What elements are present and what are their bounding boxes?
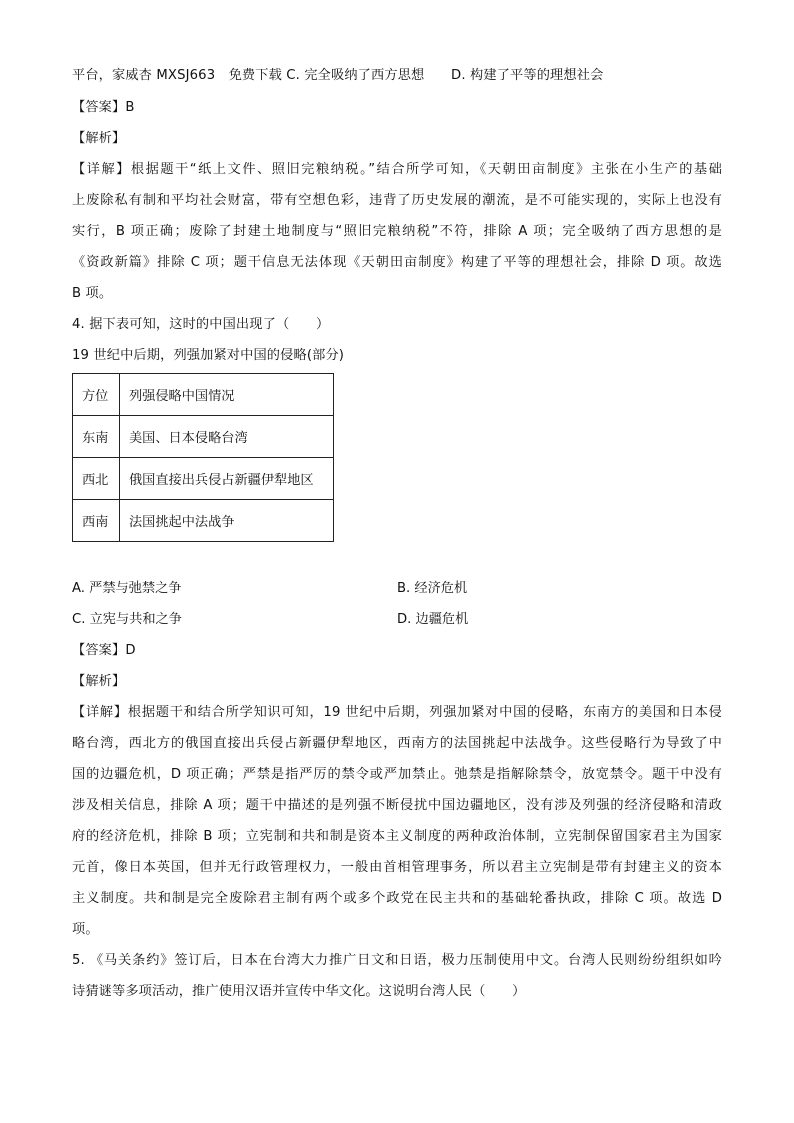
table-cell: 东南 <box>73 416 120 458</box>
q4-answer: 【答案】D <box>72 643 136 658</box>
q4-table-title: 19 世纪中后期，列强加紧对中国的侵略(部分) <box>72 348 345 363</box>
q3-detail-line: 实行，B 项正确；废除了封建土地制度与“照旧完粮纳税”不符，排除 A 项；完全吸纳了西方思想的是 <box>72 224 722 239</box>
q3-answer: 【答案】B <box>72 100 135 115</box>
q3-detail-line: 《资政新篇》排除 C 项；题干信息无法体现《天朝田亩制度》构建了平等的理想社会，排除 D 项。故选 <box>72 255 722 270</box>
table-row <box>73 500 334 542</box>
q4-option-a: A. 严禁与弛禁之争 <box>72 581 182 596</box>
q3-options-line: 平台，家威杏 MXSJ663 免费下载 C. 完全吸纳了西方思想 D. 构建了平等的理想社会 <box>72 68 604 83</box>
q4-table <box>72 373 334 542</box>
q5-stem-line: 5. 《马关条约》签订后，日本在台湾大力推广日文和日语，极力压制使用中文。台湾人民则纷纷组织如吟 <box>72 953 722 968</box>
q4-detail-line: 【详解】根据题干和结合所学知识可知，19 世纪中后期，列强加紧对中国的侵略，东南方的美国和日本侵 <box>72 705 722 720</box>
q4-option-c: C. 立宪与共和之争 <box>72 612 182 627</box>
q4-detail-line: 国的边疆危机，D 项正确；严禁是指严厉的禁令或严加禁止。弛禁是指解除禁令，放宽禁令。题干中没有 <box>72 767 722 782</box>
table-header-row <box>73 374 334 416</box>
table-header-cell: 方位 <box>73 374 120 416</box>
q4-detail-line: 项。 <box>72 922 99 937</box>
q3-detail-line: B 项。 <box>72 286 113 301</box>
q4-option-d: D. 边疆危机 <box>397 612 469 627</box>
table-cell: 美国、日本侵略台湾 <box>120 416 334 458</box>
q4-detail-line: 主义制度。共和制是完全废除君主制有两个或多个政党在民主共和的基础轮番执政，排除 C 项。故选 D <box>72 891 722 906</box>
q4-option-b: B. 经济危机 <box>397 581 468 596</box>
table-row <box>73 458 334 500</box>
q3-analysis-label: 【解析】 <box>72 131 126 146</box>
q4-detail-line: 略台湾，西北方的俄国直接出兵侵占新疆伊犁地区，西南方的法国挑起中法战争。这些侵略行为导致了中 <box>72 736 722 751</box>
q4-detail-line: 元首，像日本英国，但并无行政管理权力，一般由首相管理事务，所以君主立宪制是带有封建主义的资本 <box>72 860 722 875</box>
table-header-cell: 列强侵略中国情况 <box>120 374 334 416</box>
table-cell: 西北 <box>73 458 120 500</box>
q4-stem: 4. 据下表可知，这时的中国出现了（ ） <box>72 317 330 332</box>
table-cell: 法国挑起中法战争 <box>120 500 334 542</box>
q5-stem-line: 诗猜谜等多项活动，推广使用汉语并宣传中华文化。这说明台湾人民（ ） <box>72 984 526 999</box>
q3-detail-line: 【详解】根据题干“纸上文件、照旧完粮纳税。”结合所学可知，《天朝田亩制度》主张在小生产的基础 <box>72 162 722 177</box>
table-cell: 俄国直接出兵侵占新疆伊犁地区 <box>120 458 334 500</box>
q4-analysis-label: 【解析】 <box>72 674 126 689</box>
table-cell: 西南 <box>73 500 120 542</box>
q3-detail-line: 上废除私有制和平均社会财富，带有空想色彩，违背了历史发展的潮流，是不可能实现的，实际上也没有 <box>72 193 722 208</box>
table-row <box>73 416 334 458</box>
q4-detail-line: 涉及相关信息，排除 A 项；题干中描述的是列强不断侵扰中国边疆地区，没有涉及列强的经济侵略和清政 <box>72 798 722 813</box>
q4-detail-line: 府的经济危机，排除 B 项；立宪制和共和制是资本主义制度的两种政治体制，立宪制保留国家君主为国家 <box>72 829 722 844</box>
